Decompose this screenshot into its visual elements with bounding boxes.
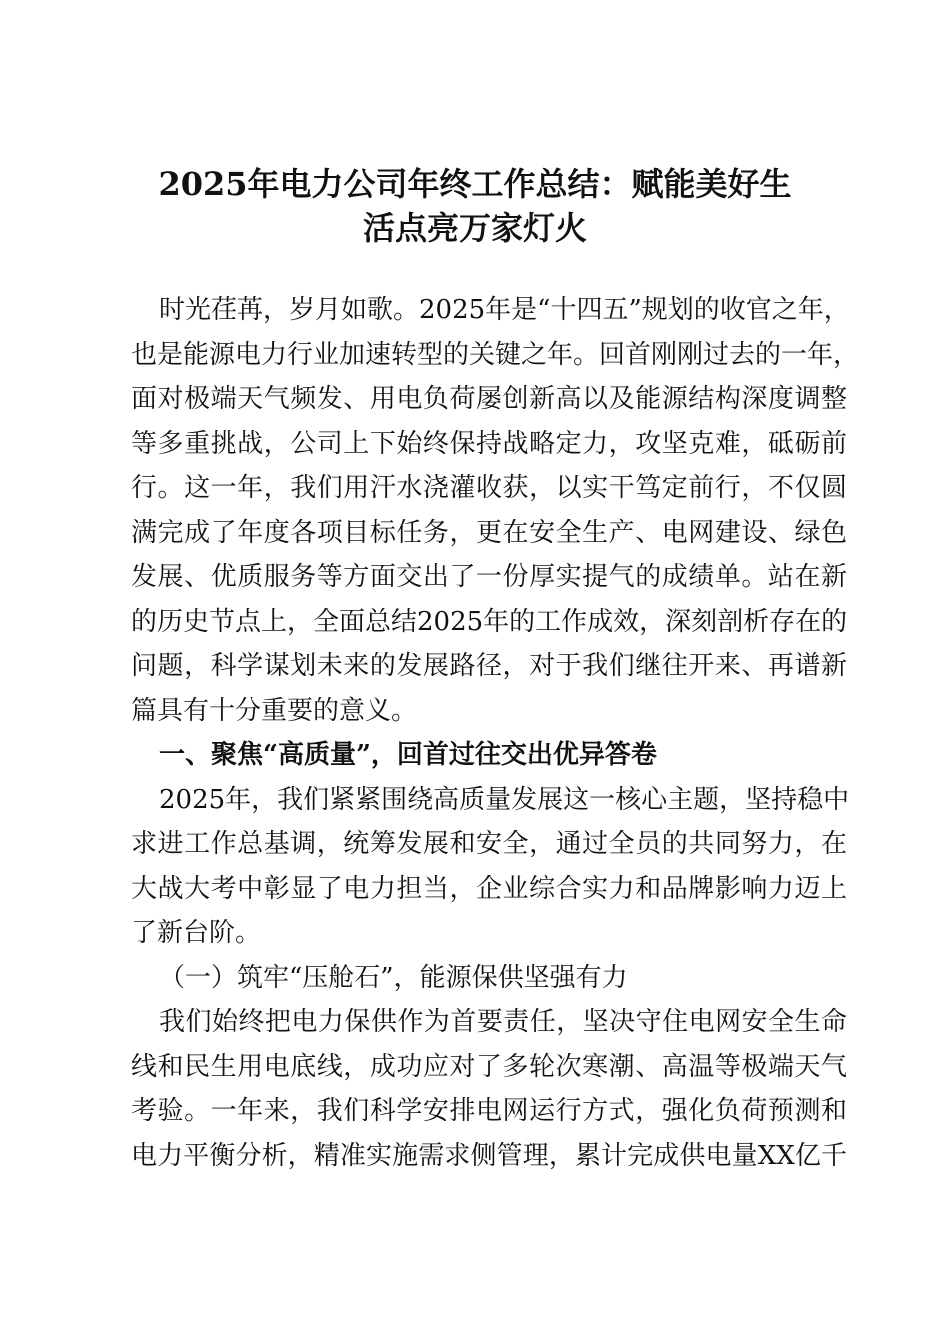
section-heading: 一、聚焦“高质量”，回首过往交出优异答卷 bbox=[159, 740, 657, 770]
paragraph-line: 线和民生用电底线，成功应对了多轮次寒潮、高温等极端天气 bbox=[131, 1051, 847, 1082]
paragraph-line: 面对极端天气频发、用电负荷屡创新高以及能源结构深度调整 bbox=[131, 384, 847, 414]
paragraph-line: 问题，科学谋划未来的发展路径，对于我们继往开来、再谱新 bbox=[131, 651, 847, 681]
paragraph-line: 考验。一年来，我们科学安排电网运行方式，强化负荷预测和 bbox=[131, 1096, 847, 1126]
paragraph-line: 等多重挑战，公司上下始终保持战略定力，攻坚克难，砥砺前 bbox=[131, 428, 847, 459]
document-title-line-2: 活点亮万家灯火 bbox=[362, 209, 587, 247]
paragraph-line: 也是能源电力行业加速转型的关键之年。回首刚刚过去的一年， bbox=[131, 339, 860, 370]
paragraph-line: 大战大考中彰显了电力担当，企业综合实力和品牌影响力迈上 bbox=[131, 873, 847, 904]
document-title-line-1: 2025年电力公司年终工作总结：赋能美好生 bbox=[158, 165, 792, 203]
paragraph-line: 满完成了年度各项目标任务，更在安全生产、电网建设、绿色 bbox=[131, 517, 847, 548]
paragraph-line: 发展、优质服务等方面交出了一份厚实提气的成绩单。站在新 bbox=[131, 562, 847, 592]
paragraph-line: 求进工作总基调，统筹发展和安全，通过全员的共同努力，在 bbox=[131, 829, 847, 859]
paragraph-line: 我们始终把电力保供作为首要责任，坚决守住电网安全生命 bbox=[159, 1007, 847, 1037]
paragraph-line: 电力平衡分析，精准实施需求侧管理，累计完成供电量XX亿千 bbox=[131, 1140, 847, 1171]
paragraph-line: 篇具有十分重要的意义。 bbox=[131, 695, 418, 726]
paragraph-line: 的历史节点上，全面总结2025年的工作成效，深刻剖析存在的 bbox=[131, 606, 848, 637]
paragraph-line: 时光荏苒，岁月如歌。2025年是“十四五”规划的收官之年， bbox=[159, 295, 850, 325]
subsection-heading: （一）筑牢“压舱石”，能源保供坚强有力 bbox=[159, 962, 628, 993]
paragraph-line: 了新台阶。 bbox=[131, 918, 262, 948]
document-body bbox=[131, 288, 860, 1178]
paragraph-line: 2025年，我们紧紧围绕高质量发展这一核心主题，坚持稳中 bbox=[159, 784, 850, 815]
paragraph-line: 行。这一年，我们用汗水浇灌收获，以实干笃定前行，不仅圆 bbox=[131, 473, 847, 503]
